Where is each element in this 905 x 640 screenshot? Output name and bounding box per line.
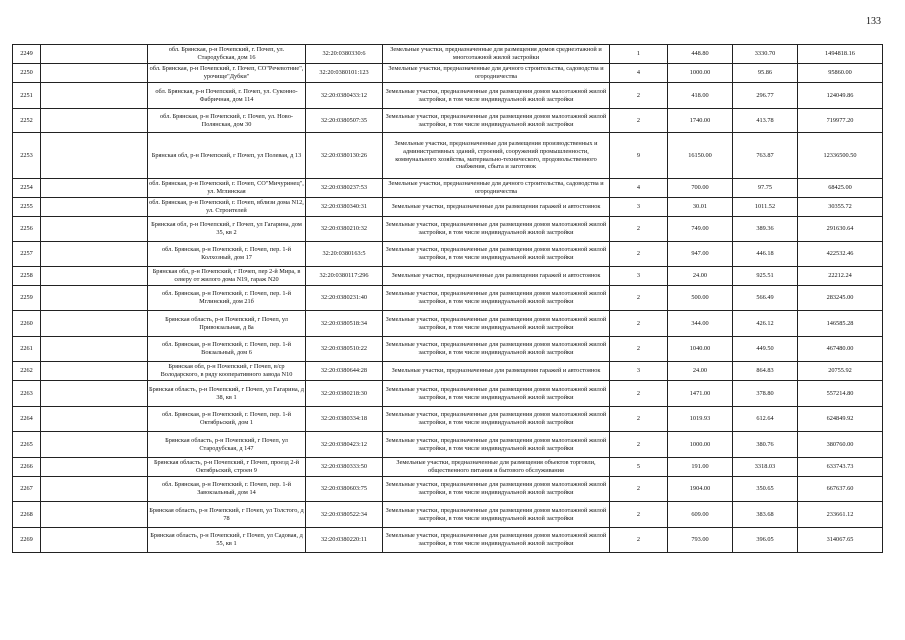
table-row: [13, 179, 883, 198]
cell-cadastral-value: 30355.72: [798, 198, 883, 217]
cell-address: обл. Брянская, р-н Почепский, г. Почеп, вблизи дома N12, ул. Строителей: [148, 198, 306, 217]
cell-land-use: Земельные участки, предназначенные для размещения домов малоэтажной жилой застройки, в том числе индивидуальной жилой застройки: [383, 311, 610, 337]
cell-address: обл. Брянская, р-н Почепский, г. Почеп, СО"Речевотние", урочище"Дубки": [148, 64, 306, 83]
cell-number: 2256: [13, 217, 41, 242]
cell-area: 1000.00: [668, 64, 733, 83]
cell-group: 3: [610, 362, 668, 381]
cell-land-use: Земельные участки, предназначенные для размещения домов малоэтажной жилой застройки, в том числе индивидуальной жилой застройки: [383, 337, 610, 362]
cell-number: 2267: [13, 477, 41, 502]
cell-gap: [41, 458, 148, 477]
cell-area: 793.00: [668, 528, 733, 553]
cell-area: 1000.00: [668, 432, 733, 458]
cell-address: Брянская область, р-н Почепский, г Почеп, ул Стародубская, д 147: [148, 432, 306, 458]
cell-number: 2258: [13, 267, 41, 286]
table-row: [13, 362, 883, 381]
cell-cadastral-value: 1494818.16: [798, 45, 883, 64]
cell-cadastral-value: 146585.28: [798, 311, 883, 337]
cadastral-value-table: [12, 44, 883, 553]
table-row: [13, 267, 883, 286]
cell-group: 2: [610, 109, 668, 133]
cell-group: 2: [610, 477, 668, 502]
cell-group: 5: [610, 458, 668, 477]
table-row: [13, 432, 883, 458]
table-row: [13, 477, 883, 502]
cell-specific-value: 396.05: [733, 528, 798, 553]
cell-number: 2251: [13, 83, 41, 109]
cell-land-use: Земельные участки, предназначенные для размещения домов малоэтажной жилой застройки, в том числе индивидуальной жилой застройки: [383, 109, 610, 133]
cell-specific-value: 383.68: [733, 502, 798, 528]
cell-area: 30.01: [668, 198, 733, 217]
cell-area: 700.00: [668, 179, 733, 198]
cell-gap: [41, 502, 148, 528]
cell-group: 2: [610, 286, 668, 311]
cell-gap: [41, 133, 148, 179]
cell-cadastral-number: 32:20:0380330:6: [306, 45, 383, 64]
cell-area: 16150.00: [668, 133, 733, 179]
cell-gap: [41, 477, 148, 502]
cell-land-use: Земельные участки, предназначенные для размещения домов малоэтажной жилой застройки, в том числе индивидуальной жилой застройки: [383, 502, 610, 528]
cell-number: 2262: [13, 362, 41, 381]
cell-address: обл. Брянская, р-н Почепский, г. Почеп, пер. 1-й Колхозный, дом 17: [148, 242, 306, 267]
cell-group: 2: [610, 407, 668, 432]
cell-cadastral-number: 32:20:0380218:30: [306, 381, 383, 407]
table-row: [13, 133, 883, 179]
cell-group: 2: [610, 242, 668, 267]
cell-specific-value: 426.12: [733, 311, 798, 337]
cell-cadastral-value: 314067.65: [798, 528, 883, 553]
cell-land-use: Земельные участки, предназначенные для размещения домов малоэтажной жилой застройки, в том числе индивидуальной жилой застройки: [383, 83, 610, 109]
cell-area: 947.00: [668, 242, 733, 267]
cell-group: 4: [610, 179, 668, 198]
cell-gap: [41, 217, 148, 242]
table-row: [13, 381, 883, 407]
cell-land-use: Земельные участки, предназначенные для размещения домов малоэтажной жилой застройки, в том числе индивидуальной жилой застройки: [383, 528, 610, 553]
cell-address: Брянская область, р-н Почепский, г Почеп, проезд 2-й Октябрьский, строен 9: [148, 458, 306, 477]
table-row: [13, 45, 883, 64]
cell-gap: [41, 198, 148, 217]
cell-gap: [41, 337, 148, 362]
cell-land-use: Земельные участки, предназначенные для размещения домов малоэтажной жилой застройки, в том числе индивидуальной жилой застройки: [383, 242, 610, 267]
cell-specific-value: 925.51: [733, 267, 798, 286]
cell-gap: [41, 286, 148, 311]
cell-number: 2250: [13, 64, 41, 83]
table-row: [13, 242, 883, 267]
cell-cadastral-value: 380760.00: [798, 432, 883, 458]
cell-area: 749.00: [668, 217, 733, 242]
cell-cadastral-value: 557214.80: [798, 381, 883, 407]
cell-land-use: Земельные участки, предназначенные для размещения объектов торговли, общественного питания и бытового обслуживания: [383, 458, 610, 477]
cell-cadastral-number: 32:20:0380518:34: [306, 311, 383, 337]
cell-area: 1471.00: [668, 381, 733, 407]
cell-gap: [41, 311, 148, 337]
cell-specific-value: 389.36: [733, 217, 798, 242]
cell-cadastral-value: 12336500.50: [798, 133, 883, 179]
cell-area: 609.00: [668, 502, 733, 528]
cell-specific-value: 350.65: [733, 477, 798, 502]
cell-land-use: Земельные участки, предназначенные для размещения гаражей и автостоянок: [383, 198, 610, 217]
cell-address: обл. Брянская, р-н Почепский, г. Почеп, пер. 1-й Октябрьский, дом 1: [148, 407, 306, 432]
page-number: 133: [866, 16, 881, 27]
table-row: [13, 83, 883, 109]
table-row: [13, 217, 883, 242]
cell-group: 2: [610, 381, 668, 407]
cell-address: обл. Брянская, р-н Почепский, г. Почеп, ул. Суконно-Фабричная, дом 114: [148, 83, 306, 109]
table-row: [13, 458, 883, 477]
cell-group: 2: [610, 83, 668, 109]
cell-number: 2259: [13, 286, 41, 311]
cell-cadastral-number: 32:20:0380220:11: [306, 528, 383, 553]
cell-cadastral-value: 233661.12: [798, 502, 883, 528]
cell-cadastral-number: 32:20:0380334:18: [306, 407, 383, 432]
table-row: [13, 198, 883, 217]
cell-land-use: Земельные участки, предназначенные для размещения домов малоэтажной жилой застройки, в том числе индивидуальной жилой застройки: [383, 381, 610, 407]
cell-address: обл. Брянская, р-н Почепский, г. Почеп, пер. 1-й Мглинский, дом 21б: [148, 286, 306, 311]
table-row: [13, 311, 883, 337]
table-row: [13, 109, 883, 133]
cell-number: 2257: [13, 242, 41, 267]
table-row: [13, 502, 883, 528]
cell-gap: [41, 432, 148, 458]
cell-cadastral-number: 32:20:0380163:5: [306, 242, 383, 267]
cell-land-use: Земельные участки, предназначенные для размещения домов малоэтажной жилой застройки, в том числе индивидуальной жилой застройки: [383, 432, 610, 458]
cell-group: 3: [610, 267, 668, 286]
cell-area: 1040.00: [668, 337, 733, 362]
cell-gap: [41, 64, 148, 83]
table-row: [13, 64, 883, 83]
cell-cadastral-value: 283245.00: [798, 286, 883, 311]
cell-land-use: Земельные участки, предназначенные для размещения гаражей и автостоянок: [383, 362, 610, 381]
cell-cadastral-value: 291630.64: [798, 217, 883, 242]
cell-cadastral-value: 719977.20: [798, 109, 883, 133]
cell-gap: [41, 179, 148, 198]
table-row: [13, 407, 883, 432]
cell-address: Брянская обл, р-н Почепский, г Почеп, пер 2-й Мира, в северу от жилого дома N19, гараж N20: [148, 267, 306, 286]
cell-group: 2: [610, 432, 668, 458]
cell-specific-value: 763.87: [733, 133, 798, 179]
cell-number: 2264: [13, 407, 41, 432]
cell-area: 418.00: [668, 83, 733, 109]
cell-number: 2254: [13, 179, 41, 198]
cell-cadastral-number: 32:20:0380522:34: [306, 502, 383, 528]
cell-address: Брянская область, р-н Почепский, г Почеп, ул Гагарина, д 38, кв 1: [148, 381, 306, 407]
cell-specific-value: 3330.70: [733, 45, 798, 64]
cell-number: 2266: [13, 458, 41, 477]
cell-address: обл. Брянская, р-н Почепский, г. Почеп, СО"Мичуринец", ул. Мглинская: [148, 179, 306, 198]
cell-land-use: Земельные участки, предназначенные для размещения гаражей и автостоянок: [383, 267, 610, 286]
cell-address: обл. Брянская, р-н Почепский, г. Почеп, ул. Ново-Полянская, дом 30: [148, 109, 306, 133]
cell-land-use: Земельные участки, предназначенные для размещения домов малоэтажной жилой застройки, в том числе индивидуальной жилой застройки: [383, 477, 610, 502]
cell-cadastral-value: 467480.00: [798, 337, 883, 362]
cell-address: обл. Брянская, р-н Почепский, г. Почеп, ул. Стародубская, дом 16: [148, 45, 306, 64]
cell-address: Брянская обл, р-н Почепский, г Почеп, в/ср Володарского, в ряду кооперативного завода N10: [148, 362, 306, 381]
cell-number: 2268: [13, 502, 41, 528]
cell-area: 24.00: [668, 267, 733, 286]
cell-cadastral-number: 32:20:0380210:32: [306, 217, 383, 242]
cell-gap: [41, 267, 148, 286]
cell-area: 1019.93: [668, 407, 733, 432]
table-row: [13, 286, 883, 311]
cell-number: 2253: [13, 133, 41, 179]
cell-cadastral-value: 68425.00: [798, 179, 883, 198]
cell-cadastral-number: 32:20:0380340:31: [306, 198, 383, 217]
cell-specific-value: 446.18: [733, 242, 798, 267]
cell-area: 500.00: [668, 286, 733, 311]
cell-land-use: Земельные участки, предназначенные для дачного строительства, садоводства и огородничества: [383, 179, 610, 198]
cell-area: 448.80: [668, 45, 733, 64]
cell-cadastral-number: 32:20:0380231:40: [306, 286, 383, 311]
cell-number: 2252: [13, 109, 41, 133]
cell-address: Брянская обл, р-н Почепский, г Почеп, ул Полевая, д 13: [148, 133, 306, 179]
cell-cadastral-number: 32:20:0380101:123: [306, 64, 383, 83]
cell-cadastral-value: 422532.46: [798, 242, 883, 267]
cell-cadastral-value: 624849.92: [798, 407, 883, 432]
cell-specific-value: 97.75: [733, 179, 798, 198]
cell-cadastral-value: 667637.60: [798, 477, 883, 502]
cell-area: 191.00: [668, 458, 733, 477]
cell-gap: [41, 109, 148, 133]
cell-specific-value: 378.80: [733, 381, 798, 407]
cell-cadastral-number: 32:20:0380130:26: [306, 133, 383, 179]
cell-gap: [41, 362, 148, 381]
cell-address: обл. Брянская, р-н Почепский, г. Почеп, пер. 1-й Завокзальный, дом 14: [148, 477, 306, 502]
cell-gap: [41, 381, 148, 407]
cell-gap: [41, 528, 148, 553]
cell-cadastral-value: 633743.73: [798, 458, 883, 477]
cell-gap: [41, 407, 148, 432]
cell-area: 24.00: [668, 362, 733, 381]
cell-address: Брянская область, р-н Почепский, г Почеп, ул Привокзальная, д 8а: [148, 311, 306, 337]
cell-specific-value: 1011.52: [733, 198, 798, 217]
cell-specific-value: 449.50: [733, 337, 798, 362]
cell-address: обл. Брянская, р-н Почепский, г. Почеп, пер. 1-й Вокзальный, дом 6: [148, 337, 306, 362]
cell-group: 2: [610, 311, 668, 337]
cell-specific-value: 612.64: [733, 407, 798, 432]
cell-cadastral-number: 32:20:0380423:12: [306, 432, 383, 458]
cell-specific-value: 566.49: [733, 286, 798, 311]
cell-specific-value: 3318.03: [733, 458, 798, 477]
cell-group: 2: [610, 502, 668, 528]
cell-cadastral-value: 124049.86: [798, 83, 883, 109]
cell-cadastral-value: 20755.92: [798, 362, 883, 381]
cell-group: 2: [610, 528, 668, 553]
cell-land-use: Земельные участки, предназначенные для размещения домов малоэтажной жилой застройки, в том числе индивидуальной жилой застройки: [383, 407, 610, 432]
cell-group: 9: [610, 133, 668, 179]
cell-specific-value: 95.86: [733, 64, 798, 83]
cell-land-use: Земельные участки, предназначенные для дачного строительства, садоводства и огородничества: [383, 64, 610, 83]
cell-gap: [41, 242, 148, 267]
cell-group: 2: [610, 217, 668, 242]
cell-gap: [41, 45, 148, 64]
cell-address: Брянская область, р-н Почепский, г Почеп, ул Садовая, д 55, кв 1: [148, 528, 306, 553]
cell-specific-value: 864.83: [733, 362, 798, 381]
cell-number: 2260: [13, 311, 41, 337]
cell-number: 2263: [13, 381, 41, 407]
cell-specific-value: 380.76: [733, 432, 798, 458]
cell-cadastral-number: 32:20:0380433:12: [306, 83, 383, 109]
cell-group: 4: [610, 64, 668, 83]
cell-specific-value: 296.77: [733, 83, 798, 109]
cell-specific-value: 413.78: [733, 109, 798, 133]
cell-group: 3: [610, 198, 668, 217]
cell-cadastral-value: 22212.24: [798, 267, 883, 286]
cell-cadastral-number: 32:20:0380237:53: [306, 179, 383, 198]
cell-cadastral-number: 32:20:0380117:296: [306, 267, 383, 286]
cell-cadastral-number: 32:20:0380507:35: [306, 109, 383, 133]
table-row: [13, 337, 883, 362]
cell-cadastral-value: 95860.00: [798, 64, 883, 83]
cell-address: Брянская обл, р-н Почепский, г Почеп, ул Гагарина, дом 35, кв 2: [148, 217, 306, 242]
cell-area: 1740.00: [668, 109, 733, 133]
cell-number: 2269: [13, 528, 41, 553]
table-row: [13, 528, 883, 553]
cell-cadastral-number: 32:20:0380603:75: [306, 477, 383, 502]
cell-number: 2261: [13, 337, 41, 362]
cell-area: 344.00: [668, 311, 733, 337]
cell-group: 1: [610, 45, 668, 64]
cell-cadastral-number: 32:20:0380333:50: [306, 458, 383, 477]
cell-cadastral-number: 32:20:0380510:22: [306, 337, 383, 362]
cell-land-use: Земельные участки, предназначенные для размещения производственных и административных зданий, строений, сооружений промышленности, коммунального хозяйства, материально-технического, продовольственного снабжения, сбыта и заготовок: [383, 133, 610, 179]
cell-land-use: Земельные участки, предназначенные для размещения домов малоэтажной жилой застройки, в том числе индивидуальной жилой застройки: [383, 286, 610, 311]
cell-area: 1904.00: [668, 477, 733, 502]
cell-number: 2265: [13, 432, 41, 458]
cell-number: 2255: [13, 198, 41, 217]
cell-group: 2: [610, 337, 668, 362]
cell-number: 2249: [13, 45, 41, 64]
cell-cadastral-number: 32:20:0380644:28: [306, 362, 383, 381]
cell-address: Брянская область, р-н Почепский, г Почеп, ул Толстого, д 78: [148, 502, 306, 528]
cell-land-use: Земельные участки, предназначенные для размещения домов малоэтажной жилой застройки, в том числе индивидуальной жилой застройки: [383, 217, 610, 242]
cell-gap: [41, 83, 148, 109]
cell-land-use: Земельные участки, предназначенные для размещения домов среднеэтажной и многоэтажной жилой застройки: [383, 45, 610, 64]
